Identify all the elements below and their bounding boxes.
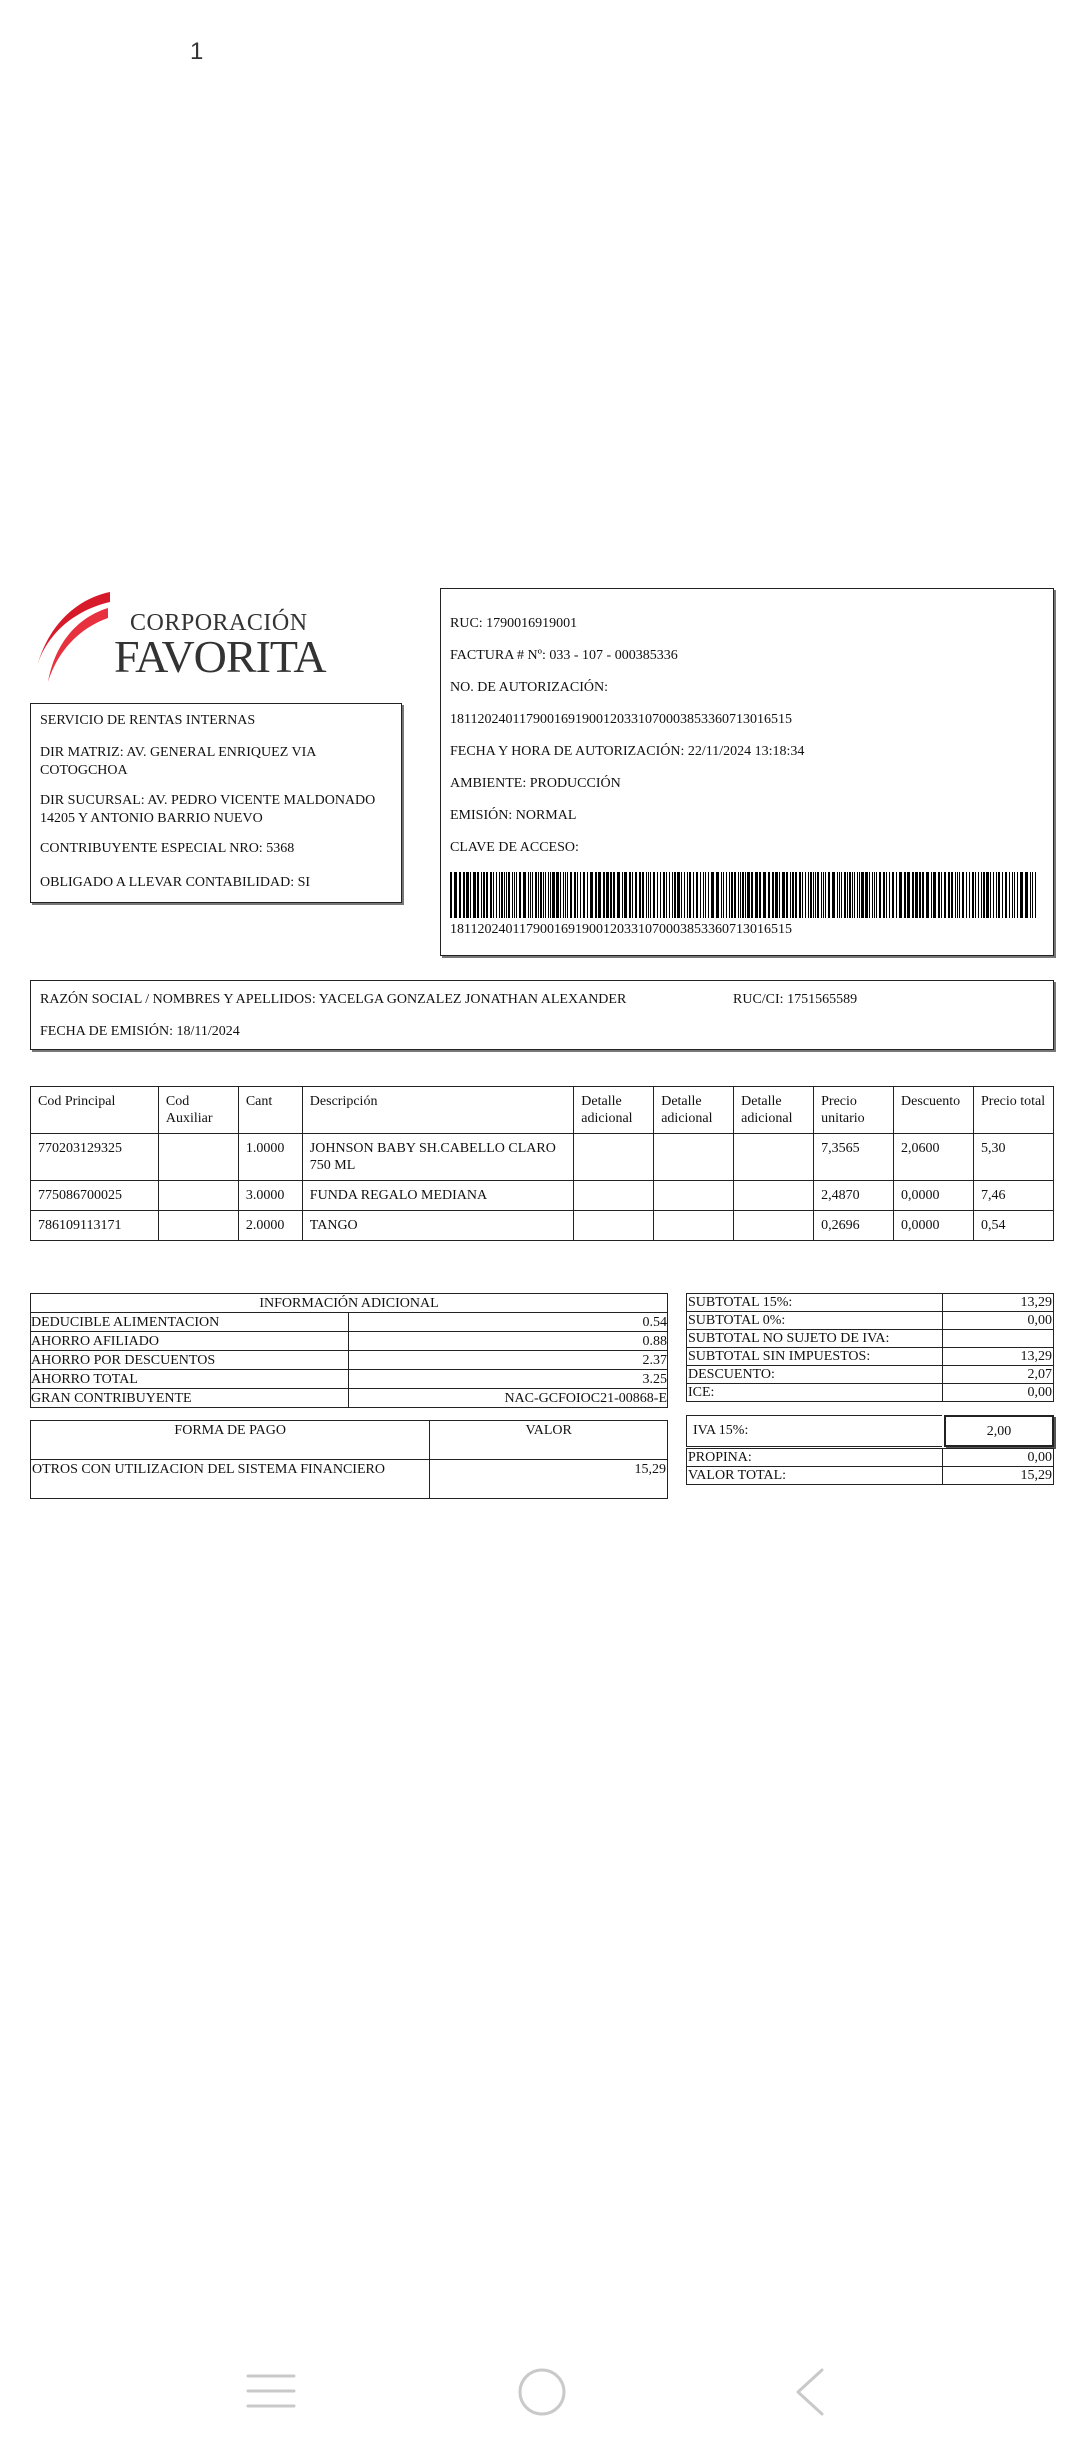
cell: 0,2696: [814, 1211, 894, 1241]
barcode: [450, 872, 1036, 918]
cell: 2.37: [348, 1351, 667, 1370]
payment-method-header: FORMA DE PAGO: [31, 1421, 430, 1460]
factura-number: FACTURA # Nº: 033 - 107 - 000385336: [450, 648, 678, 663]
table-row: [687, 1366, 1054, 1384]
cell: JOHNSON BABY SH.CABELLO CLARO 750 ML: [302, 1134, 573, 1181]
table-row: [687, 1384, 1054, 1402]
col-cant: Cant: [238, 1087, 302, 1134]
emision: EMISIÓN: NORMAL: [450, 808, 577, 823]
cell: [158, 1211, 238, 1241]
ruc: RUC: 1790016919001: [450, 616, 578, 631]
table-row: [31, 1460, 668, 1499]
col-precio-unitario: Precio unitario: [814, 1087, 894, 1134]
cell: DESCUENTO:: [687, 1366, 943, 1384]
cell: SUBTOTAL NO SUJETO DE IVA:: [687, 1330, 943, 1348]
table-row: [31, 1181, 1054, 1211]
page-number: 1: [190, 38, 204, 65]
cell: 7,46: [974, 1181, 1054, 1211]
cell: 15,29: [943, 1467, 1054, 1485]
cell: AHORRO AFILIADO: [31, 1332, 349, 1351]
col-cod-principal: Cod Principal: [31, 1087, 159, 1134]
cell: 5,30: [974, 1134, 1054, 1181]
contribuyente-especial: CONTRIBUYENTE ESPECIAL NRO: 5368: [40, 841, 295, 856]
cell: GRAN CONTRIBUYENTE: [31, 1389, 349, 1408]
cell: AHORRO TOTAL: [31, 1370, 349, 1389]
cell: NAC-GCFOIOC21-00868-E: [348, 1389, 667, 1408]
col-detalle-1: Detalle adicional: [574, 1087, 654, 1134]
back-chevron-icon: [792, 2366, 826, 2418]
clave-acceso-label: CLAVE DE ACCESO:: [450, 840, 579, 855]
cell: [654, 1134, 734, 1181]
table-row: [31, 1351, 668, 1370]
payment-value: 15,29: [430, 1460, 668, 1499]
cell: 3.0000: [238, 1181, 302, 1211]
dir-sucursal: DIR SUCURSAL: AV. PEDRO VICENTE MALDONADO 14205 Y ANTONIO BARRIO NUEVO: [40, 793, 376, 826]
table-row: [687, 1294, 1054, 1312]
authority: SERVICIO DE RENTAS INTERNAS: [40, 713, 256, 728]
payment-method: OTROS CON UTILIZACION DEL SISTEMA FINANCIERO: [31, 1460, 430, 1499]
clave-acceso: 1811202401179001691900120331070003853360713016515: [450, 922, 792, 937]
home-circle-icon: [516, 2366, 568, 2418]
items-header-row: [31, 1087, 1054, 1134]
additional-info-table: [30, 1293, 668, 1408]
col-descuento: Descuento: [894, 1087, 974, 1134]
cell: [574, 1134, 654, 1181]
cell: 3.25: [348, 1370, 667, 1389]
cell: 2,4870: [814, 1181, 894, 1211]
iva-value: 2,00: [944, 1415, 1054, 1447]
cell: 0,0000: [894, 1181, 974, 1211]
iva-label: IVA 15%:: [686, 1415, 942, 1447]
cell: [654, 1181, 734, 1211]
cell: PROPINA:: [687, 1449, 943, 1467]
dir-matriz: DIR MATRIZ: AV. GENERAL ENRIQUEZ VIA COTOGCHOA: [40, 745, 316, 778]
cell: [734, 1211, 814, 1241]
payment-table: [30, 1420, 668, 1499]
payment-value-header: VALOR: [430, 1421, 668, 1460]
cell: 0,00: [943, 1449, 1054, 1467]
cell: 7,3565: [814, 1134, 894, 1181]
payment-header-row: [31, 1421, 668, 1460]
cell: 13,29: [943, 1348, 1054, 1366]
logo-swoosh-icon: [30, 588, 120, 688]
totals-bottom-table: [686, 1448, 1054, 1485]
cell: [574, 1211, 654, 1241]
autorizacion-number: 1811202401179001691900120331070003853360713016515: [450, 712, 792, 727]
customer-box: [30, 980, 1054, 1050]
col-detalle-2: Detalle adicional: [654, 1087, 734, 1134]
cell: FUNDA REGALO MEDIANA: [302, 1181, 573, 1211]
cell: [943, 1330, 1054, 1348]
cell: 0,54: [974, 1211, 1054, 1241]
totals-table: [686, 1293, 1054, 1402]
col-precio-total: Precio total: [974, 1087, 1054, 1134]
cell: SUBTOTAL SIN IMPUESTOS:: [687, 1348, 943, 1366]
table-row: [31, 1134, 1054, 1181]
cell: 0,0000: [894, 1211, 974, 1241]
items-table: [30, 1086, 1054, 1241]
cell: [734, 1181, 814, 1211]
col-detalle-3: Detalle adicional: [734, 1087, 814, 1134]
ambiente: AMBIENTE: PRODUCCIÓN: [450, 776, 621, 791]
cell: 770203129325: [31, 1134, 159, 1181]
table-row: [687, 1330, 1054, 1348]
invoice-info-box: [440, 588, 1054, 956]
cell: 0.88: [348, 1332, 667, 1351]
fecha-emision: FECHA DE EMISIÓN: 18/11/2024: [40, 1024, 240, 1039]
cell: [734, 1134, 814, 1181]
cell: SUBTOTAL 0%:: [687, 1312, 943, 1330]
iva-row: [686, 1415, 1054, 1447]
table-row: [687, 1348, 1054, 1366]
cell: 2,0600: [894, 1134, 974, 1181]
fecha-autorizacion: FECHA Y HORA DE AUTORIZACIÓN: 22/11/2024 13:18:34: [450, 744, 805, 759]
cell: [158, 1134, 238, 1181]
cell: VALOR TOTAL:: [687, 1467, 943, 1485]
table-row: [31, 1211, 1054, 1241]
back-button[interactable]: [792, 2366, 826, 2423]
cell: 0.54: [348, 1313, 667, 1332]
table-row: [687, 1312, 1054, 1330]
cell: ICE:: [687, 1384, 943, 1402]
cell: 1.0000: [238, 1134, 302, 1181]
cell: DEDUCIBLE ALIMENTACION: [31, 1313, 349, 1332]
table-row: [31, 1370, 668, 1389]
logo-line1: CORPORACIÓN: [130, 610, 308, 636]
emitter-box: [30, 703, 402, 903]
cell: 13,29: [943, 1294, 1054, 1312]
cell: 2,07: [943, 1366, 1054, 1384]
table-row: [31, 1389, 668, 1408]
logo-line2: FAVORITA: [114, 631, 326, 682]
additional-info-title: INFORMACIÓN ADICIONAL: [31, 1294, 668, 1313]
cell: 775086700025: [31, 1181, 159, 1211]
autorizacion-label: NO. DE AUTORIZACIÓN:: [450, 680, 609, 695]
cell: 0,00: [943, 1384, 1054, 1402]
cell: AHORRO POR DESCUENTOS: [31, 1351, 349, 1370]
cell: [158, 1181, 238, 1211]
home-button[interactable]: [516, 2366, 568, 2423]
table-row: [687, 1467, 1054, 1485]
company-logo: [30, 588, 410, 688]
table-row: [31, 1313, 668, 1332]
obligado-contabilidad: OBLIGADO A LLEVAR CONTABILIDAD: SI: [40, 875, 311, 890]
menu-lines-icon: [246, 2370, 296, 2412]
cell: TANGO: [302, 1211, 573, 1241]
cell: [654, 1211, 734, 1241]
recent-apps-button[interactable]: [246, 2370, 296, 2417]
ruc-ci: RUC/CI: 1751565589: [733, 992, 858, 1007]
cell: 2.0000: [238, 1211, 302, 1241]
table-row: [687, 1449, 1054, 1467]
cell: 786109113171: [31, 1211, 159, 1241]
col-cod-auxiliar: Cod Auxiliar: [158, 1087, 238, 1134]
table-row: [31, 1332, 668, 1351]
col-descripcion: Descripción: [302, 1087, 573, 1134]
cell: [574, 1181, 654, 1211]
cell: SUBTOTAL 15%:: [687, 1294, 943, 1312]
cell: 0,00: [943, 1312, 1054, 1330]
razon-social: RAZÓN SOCIAL / NOMBRES Y APELLIDOS: YACELGA GONZALEZ JONATHAN ALEXANDER: [40, 992, 627, 1007]
